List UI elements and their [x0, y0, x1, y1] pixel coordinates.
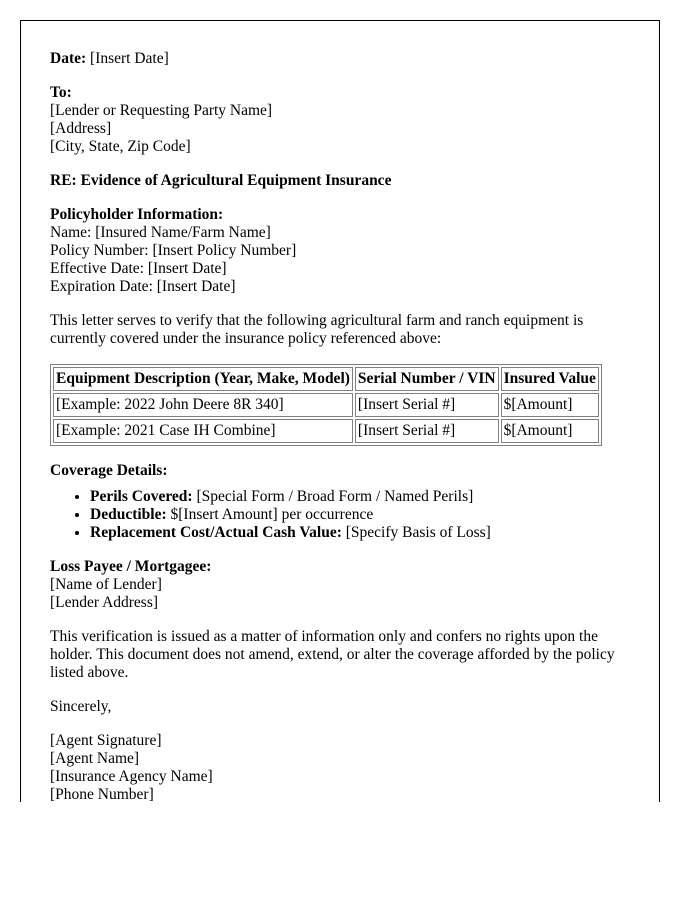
- coverage-item-value: [Special Form / Broad Form / Named Perils]: [192, 488, 474, 505]
- list-item: [90, 524, 640, 542]
- header-equipment-description: Equipment Description (Year, Make, Model): [53, 367, 353, 391]
- loss-payee-block: [50, 558, 640, 612]
- coverage-heading: Coverage Details:: [50, 462, 168, 479]
- policy-number: Policy Number: [Insert Policy Number]: [50, 242, 297, 259]
- agent-name: [Agent Name]: [50, 750, 140, 767]
- recipient-block: [50, 84, 640, 156]
- table-header-row: [53, 367, 599, 391]
- cell-serial-number: [Insert Serial #]: [355, 393, 499, 417]
- cell-insured-value: $[Amount]: [501, 419, 599, 443]
- date-line: [50, 50, 640, 68]
- header-serial-number: Serial Number / VIN: [355, 367, 499, 391]
- equipment-table: [50, 364, 602, 446]
- expiration-date: Expiration Date: [Insert Date]: [50, 278, 236, 295]
- policyholder-heading: Policyholder Information:: [50, 206, 224, 223]
- coverage-item-value: [Specify Basis of Loss]: [341, 524, 491, 541]
- agent-signature: [Agent Signature]: [50, 732, 162, 749]
- closing-line: Sincerely,: [50, 698, 112, 715]
- policyholder-name: Name: [Insured Name/Farm Name]: [50, 224, 271, 241]
- recipient-name: [Lender or Requesting Party Name]: [50, 102, 273, 119]
- cell-insured-value: $[Amount]: [501, 393, 599, 417]
- coverage-list: [50, 488, 640, 542]
- cell-serial-number: [Insert Serial #]: [355, 419, 499, 443]
- subject-line: RE: Evidence of Agricultural Equipment Insurance: [50, 172, 392, 189]
- agency-name: [Insurance Agency Name]: [50, 768, 213, 785]
- table-row: [53, 419, 599, 443]
- cell-equipment-description: [Example: 2021 Case IH Combine]: [53, 419, 353, 443]
- date-label: Date:: [50, 50, 87, 67]
- signature-block: [50, 732, 640, 802]
- disclaimer-paragraph: This verification is issued as a matter of information only and confers no rights upon the holder. This document does not amend, extend, or alter the coverage afforded by the policy listed above.: [50, 628, 615, 681]
- letter-body: [50, 50, 640, 802]
- recipient-address: [Address]: [50, 120, 112, 137]
- cell-equipment-description: [Example: 2022 John Deere 8R 340]: [53, 393, 353, 417]
- loss-payee-heading: Loss Payee / Mortgagee:: [50, 558, 212, 575]
- coverage-section: [50, 462, 640, 542]
- coverage-item-label: Replacement Cost/Actual Cash Value:: [90, 524, 342, 541]
- lender-address: [Lender Address]: [50, 594, 159, 611]
- list-item: [90, 488, 640, 506]
- policyholder-block: [50, 206, 640, 296]
- date-value: [Insert Date]: [90, 50, 169, 67]
- intro-paragraph: This letter serves to verify that the following agricultural farm and ranch equipment is currently covered under the insurance policy referenced above:: [50, 312, 584, 347]
- recipient-city: [City, State, Zip Code]: [50, 138, 191, 155]
- lender-name: [Name of Lender]: [50, 576, 162, 593]
- to-label: To:: [50, 84, 72, 101]
- document-page: [20, 20, 660, 802]
- header-insured-value: Insured Value: [501, 367, 599, 391]
- effective-date: Effective Date: [Insert Date]: [50, 260, 227, 277]
- phone-number: [Phone Number]: [50, 786, 154, 802]
- coverage-item-label: Perils Covered:: [90, 488, 193, 505]
- list-item: [90, 506, 640, 524]
- coverage-item-value: $[Insert Amount] per occurrence: [166, 506, 374, 523]
- coverage-item-label: Deductible:: [90, 506, 167, 523]
- table-row: [53, 393, 599, 417]
